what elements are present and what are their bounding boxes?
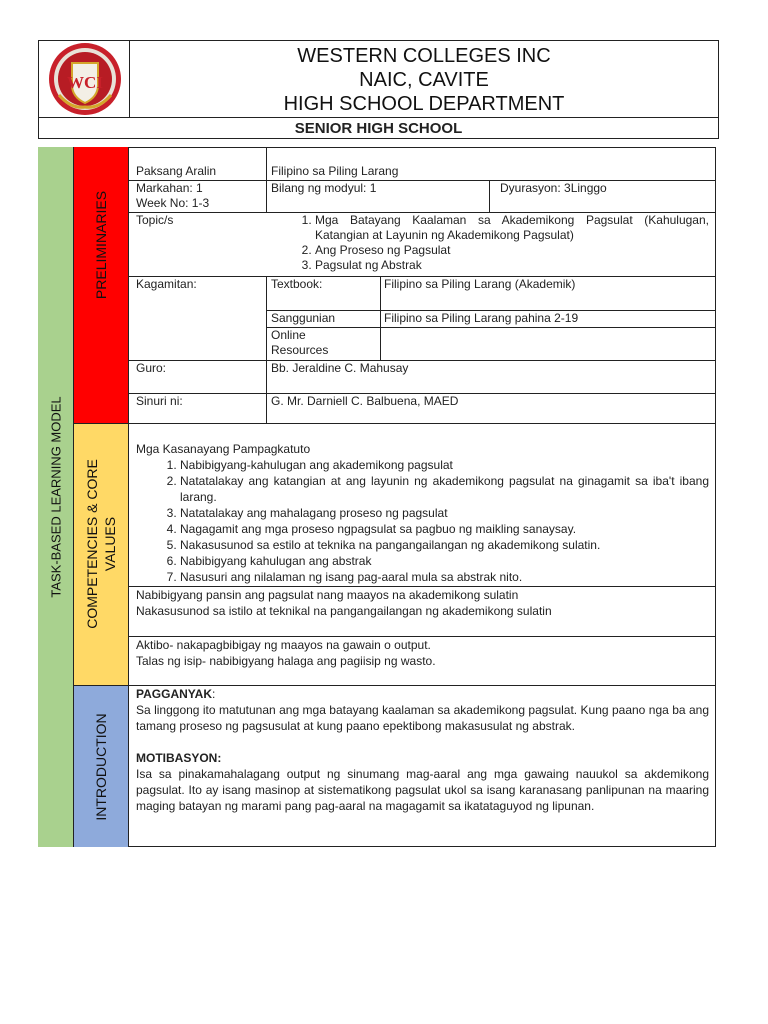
model-label: TASK-BASED LEARNING MODEL <box>48 396 63 598</box>
modyul-number: Bilang ng modyul: 1 <box>271 181 377 195</box>
logo-cell <box>39 41 130 117</box>
col-divider <box>489 180 490 212</box>
topic-list <box>287 213 709 273</box>
competencies-label <box>83 459 119 629</box>
school-logo <box>45 41 125 117</box>
col-divider <box>266 147 267 212</box>
paksang-value: Filipino sa Piling Larang <box>271 164 399 178</box>
textbook-label: Textbook: <box>271 277 323 291</box>
kagamitan-label: Kagamitan: <box>136 277 197 291</box>
topic-item: 3. Pagsulat ng Abstrak <box>315 258 709 273</box>
guro-value: Bb. Jeraldine C. Mahusay <box>271 361 409 375</box>
online-resources-label <box>271 328 328 358</box>
row-divider <box>267 327 716 328</box>
competency-item: 2. Natatalakay ang katangian at ang layunin ng akademikong pagsulat na ginagamit sa iba't ibang larang. <box>180 473 709 505</box>
pagganyak-text: Sa linggong ito matutunan ang mga batayang kaalaman sa akademikong pagsulat. Kung paano nga ba ang tamang proseso ng pagsusulat at kung paano epektibong makasusulat ng abstrak. <box>136 703 709 733</box>
row-divider <box>129 180 716 181</box>
competencies-side-label <box>74 423 129 685</box>
header-title <box>130 41 718 117</box>
row-divider <box>129 360 716 361</box>
online-label-line1: Online <box>271 328 306 342</box>
competency-item: 3. Natatalakay ang mahalagang proseso ng pagsulat <box>180 505 709 521</box>
sanggunian-value: Filipino sa Piling Larang pahina 2-19 <box>384 311 579 325</box>
competency-item: 4. Nagagamit ang mga proseso ngpagsulat sa pagbuo ng maikling sanaysay. <box>180 521 709 537</box>
topic-item: 1. Mga Batayang Kaalaman sa Akademikong Pagsulat (Kahulugan, Katangian at Layunin ng Akademikong Pagsulat) <box>315 213 709 243</box>
introduction-side-label <box>74 685 129 847</box>
school-header <box>38 40 719 139</box>
pagganyak-colon: : <box>212 687 216 701</box>
competencies-label-line1: COMPETENCIES & CORE <box>84 459 100 629</box>
introduction-content <box>136 686 709 814</box>
col-divider <box>266 276 267 423</box>
competency-item: 7. Nasusuri ang nilalaman ng isang pag-aaral mula sa abstrak nito. <box>180 569 709 585</box>
motibasyon-text: Isa sa pinakamahalagang output ng sinumang mag-aaral ang mga gawaing nauukol sa akdemikong pagsulat. Ito ay isang masinop at sistematikong pagsulat ukol sa isang karanasang panlipunan na maaring maging batayan ng marami pang pag-aaral na magagamit sa ikatataguyod ng lipunan. <box>136 767 709 813</box>
dyurasyon: Dyurasyon: 3Linggo <box>500 181 607 195</box>
sanggunian-label: Sanggunian <box>271 311 336 325</box>
logo-letters: WCI <box>67 73 103 92</box>
col-divider <box>380 276 381 360</box>
competencies-heading: Mga Kasanayang Pampagkatuto <box>136 442 311 456</box>
values-text <box>136 587 552 619</box>
paksang-label: Paksang Aralin <box>136 164 217 178</box>
preliminaries-label: PRELIMINARIES <box>93 190 109 300</box>
department-name: HIGH SCHOOL DEPARTMENT <box>283 93 565 115</box>
core-value-line: Talas ng isip- nabibigyang halaga ang pagiisip ng wasto. <box>136 654 436 668</box>
topic-label: Topic/s <box>136 213 174 227</box>
pagganyak-label: PAGGANYAK <box>136 687 213 701</box>
textbook-value: Filipino sa Piling Larang (Akademik) <box>384 277 576 291</box>
topic-item: 2. Ang Proseso ng Pagsulat <box>315 243 709 258</box>
school-name: WESTERN COLLEGES INC <box>297 45 551 67</box>
row-divider <box>129 423 716 424</box>
pagganyak-heading <box>136 686 709 702</box>
school-location: NAIC, CAVITE <box>359 69 489 91</box>
competency-item: 6. Nabibigyang kahulugan ang abstrak <box>180 553 709 569</box>
introduction-label: INTRODUCTION <box>93 712 109 821</box>
competencies-list <box>136 457 709 585</box>
sinuri-label: Sinuri ni: <box>136 394 183 408</box>
core-values-text <box>136 637 436 669</box>
core-value-line: Aktibo- nakapagbibigay ng maayos na gawain o output. <box>136 638 431 652</box>
markahan: Markahan: 1 <box>136 181 203 195</box>
online-label-line2: Resources <box>271 343 329 357</box>
week-no: Week No: 1-3 <box>136 196 210 210</box>
preliminaries-side-label <box>74 147 129 423</box>
motibasyon-heading: MOTIBASYON: <box>136 751 222 765</box>
competency-item: 1. Nabibigyang-kahulugan ang akademikong pagsulat <box>180 457 709 473</box>
competencies-label-line2: VALUES <box>102 516 118 572</box>
values-line: Nakasusunod sa istilo at teknikal na pangangailangan ng akademikong sulatin <box>136 604 552 618</box>
header-subtitle: SENIOR HIGH SCHOOL <box>39 117 718 139</box>
model-side-label <box>38 147 74 847</box>
competency-item: 5. Nakasusunod sa estilo at teknika na pangangailangan ng akademikong sulatin. <box>180 537 709 553</box>
values-line: Nabibigyang pansin ang pagsulat nang maayos na akademikong sulatin <box>136 588 519 602</box>
sinuri-value: G. Mr. Darniell C. Balbuena, MAED <box>271 394 459 408</box>
guro-label: Guro: <box>136 361 167 375</box>
